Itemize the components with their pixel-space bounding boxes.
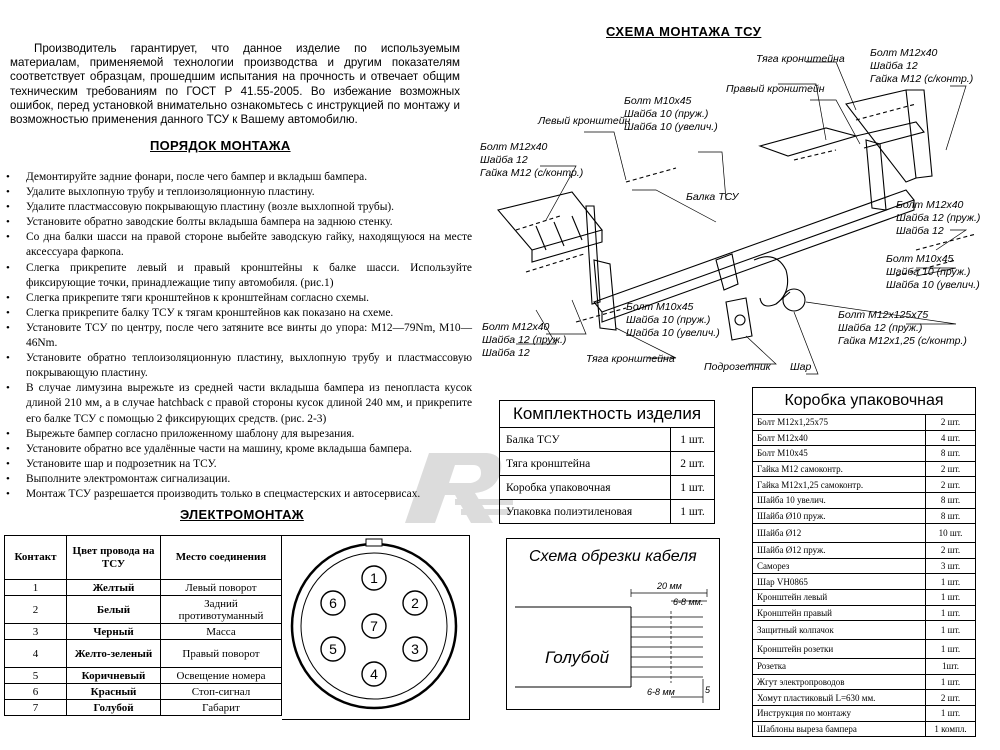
table-row (753, 640, 976, 659)
box-item: Розетка (753, 659, 926, 675)
mounting-step: • Установите обратно все удалённые части на машину, кроме вкладыша бампера. (6, 442, 472, 457)
label-washer10s-right: Шайба 10 (пруж.) (886, 266, 971, 278)
dim-6-8-top: 6-8 мм. (673, 597, 704, 607)
box-qty: 3 шт. (926, 558, 976, 574)
label-nut-m12x125: Гайка М12х1,25 (с/контр.) (838, 335, 967, 347)
pin-number: 1 (5, 580, 67, 596)
box-qty: 8 шт. (926, 446, 976, 462)
pin-label: 1 (370, 570, 378, 586)
box-qty: 10 шт. (926, 524, 976, 543)
mounting-step: • Удалите выхлопную трубу и теплоизоляционную пластину. (6, 185, 472, 200)
label-nut-m12-top: Гайка М12 (с/контр.) (870, 73, 974, 85)
pin-number: 5 (5, 668, 67, 684)
table-row (753, 674, 976, 690)
table-row (500, 500, 715, 524)
dim-20: 20 мм (657, 581, 682, 591)
box-item: Болт М12х40 (753, 430, 926, 446)
table-row (753, 477, 976, 493)
box-qty: 1 компл. (926, 721, 976, 737)
mounting-step: • В случае лимузина вырежьте из средней части вкладыша бампера из пенопласта кусок длиной 210 мм, а в случае hatchback с правой стороны кусок длиной 240 мм, и прикрепите его балке ТСУ с помощью 2 фиксирующих средств. (рис. 2-3) (6, 381, 472, 426)
label-bolt-m12x40-bottom: Болт М12х40 (482, 321, 550, 333)
table-row (753, 461, 976, 477)
box-qty: 4 шт. (926, 430, 976, 446)
box-item: Кронштейн левый (753, 589, 926, 605)
pin-label: 2 (411, 595, 419, 611)
cable-cut-diagram (506, 538, 720, 710)
wire-color: Желто-зеленый (67, 640, 161, 668)
label-beam: Балка ТСУ (686, 191, 739, 203)
wire-color: Белый (67, 596, 161, 624)
box-item: Кронштейн розетки (753, 640, 926, 659)
box-qty: 8 шт. (926, 508, 976, 524)
kit-item: Упаковка полиэтиленовая (500, 500, 671, 524)
table-row (753, 430, 976, 446)
label-bolt-m12x40-top: Болт М12х40 (870, 47, 938, 59)
col-wire-color: Цвет провода на ТСУ (67, 536, 161, 580)
pin-label: 3 (411, 641, 419, 657)
box-item: Инструкция по монтажу (753, 705, 926, 721)
table-row (500, 428, 715, 452)
cable-title: Схема обрезки кабеля (529, 548, 697, 565)
box-item: Саморез (753, 558, 926, 574)
dim-6-8-bottom: 6-8 мм (647, 687, 675, 697)
kit-qty: 1 шт. (671, 428, 715, 452)
mounting-step: • Слегка прикрепите левый и правый кронштейны к балке шасси. Используйте фиксирующие точки, принадлежащие типу автомобиля. (рис.1) (6, 261, 472, 291)
connector-diagram (282, 535, 470, 720)
box-item: Защитный колпачок (753, 621, 926, 640)
wire-color: Черный (67, 624, 161, 640)
table-row (500, 452, 715, 476)
kit-item: Коробка упаковочная (500, 476, 671, 500)
box-qty: 2 шт. (926, 477, 976, 493)
connection: Правый поворот (161, 640, 282, 668)
label-rod-bottom: Тяга кронштейна (586, 353, 675, 365)
box-item: Шаблоны выреза бампера (753, 721, 926, 737)
label-washer10s-bottom: Шайба 10 (пруж.) (626, 314, 711, 326)
mounting-step: • Слегка прикрепите тяги кронштейнов к кронштейнам согласно схемы. (6, 291, 472, 306)
wire-color: Голубой (67, 700, 161, 716)
electrical-title: ЭЛЕКТРОМОНТАЖ (180, 507, 304, 522)
dim-5: 5 (705, 685, 711, 695)
label-bolt-m10x45-bottom: Болт М10х45 (626, 301, 694, 313)
table-row (753, 605, 976, 621)
col-connection: Место соединения (161, 536, 282, 580)
mounting-step: • Монтаж ТСУ разрешается производить только в спецмастерских и автосервисах. (6, 487, 472, 502)
wire-color: Желтый (67, 580, 161, 596)
mounting-step: • Выполните электромонтаж сигнализации. (6, 472, 472, 487)
kit-qty: 2 шт. (671, 452, 715, 476)
box-qty: 1 шт. (926, 589, 976, 605)
table-row (753, 721, 976, 737)
box-qty: 2 шт. (926, 690, 976, 706)
table-row (753, 446, 976, 462)
table-row (753, 690, 976, 706)
table-row (753, 589, 976, 605)
mounting-step: • Со дна балки шасси на правой стороне выбейте заводскую гайку, находящуюся на месте аксессуара фаркопа. (6, 230, 472, 260)
mounting-title: ПОРЯДОК МОНТАЖА (150, 138, 291, 153)
pin-number: 3 (5, 624, 67, 640)
label-washer10w-top: Шайба 10 (увелич.) (624, 121, 718, 133)
box-qty: 1 шт. (926, 640, 976, 659)
connection: Левый поворот (161, 580, 282, 596)
table-row (5, 596, 282, 624)
box-item: Болт М10х45 (753, 446, 926, 462)
watermark-logo (395, 445, 515, 530)
table-row (753, 508, 976, 524)
label-washer12s-bottom: Шайба 12 (пруж.) (482, 334, 567, 346)
table-row (5, 624, 282, 640)
table-row (5, 684, 282, 700)
table-row (5, 700, 282, 716)
table-row (753, 659, 976, 675)
label-washer10s-top: Шайба 10 (пруж.) (624, 108, 709, 120)
box-item: Болт М12х1,25х75 (753, 415, 926, 431)
table-row (5, 640, 282, 668)
label-socket-holder: Подрозетник (704, 361, 771, 373)
kit-item: Балка ТСУ (500, 428, 671, 452)
mounting-step: • Вырежьте бампер согласно приложенному шаблону для вырезания. (6, 427, 472, 442)
cable-svg (507, 539, 719, 709)
box-qty: 1 шт. (926, 674, 976, 690)
kit-item: Тяга кронштейна (500, 452, 671, 476)
intro-paragraph: Производитель гарантирует, что данное изделие по используемым материалам, применяемой технологии производства и другим показателям соответствует образцам, прошедшим испытания на прочность и отвечает общим техническим требованиям по ГОСТ Р 41.55-2005. Во избежание возможных ошибок, перед установкой внимательно ознакомьтесь с инструкцией по монтажу и возможностью применения данного ТСУ к Вашему автомобилю. (10, 42, 460, 127)
wire-color: Красный (67, 684, 161, 700)
label-washer12-right: Шайба 12 (896, 225, 944, 237)
connection: Масса (161, 624, 282, 640)
box-item: Жгут электропроводов (753, 674, 926, 690)
mounting-step: • Демонтируйте задние фонари, после чего бампер и вкладыш бампера. (6, 170, 472, 185)
table-row (753, 492, 976, 508)
wire-label: Голубой (545, 648, 610, 667)
box-qty: 1 шт. (926, 605, 976, 621)
table-row (753, 574, 976, 590)
box-qty: 1шт. (926, 659, 976, 675)
box-item: Гайка М12х1,25 самоконтр. (753, 477, 926, 493)
label-washer10w-right: Шайба 10 (увелич.) (886, 279, 980, 291)
box-qty: 2 шт. (926, 543, 976, 559)
label-bolt-m12x125: Болт М12х125х75 (838, 309, 929, 321)
mounting-step: • Установите ТСУ по центру, после чего затяните все винты до упора: М12—79Nm, М10—46Nm. (6, 321, 472, 351)
table-row (753, 558, 976, 574)
box-qty: 1 шт. (926, 574, 976, 590)
connection: Задний противотуманный (161, 596, 282, 624)
label-washer-12-top: Шайба 12 (870, 60, 918, 72)
label-nut-m12-left: Гайка М12 (с/контр.) (480, 167, 584, 179)
box-item: Шар VH0865 (753, 574, 926, 590)
connection: Габарит (161, 700, 282, 716)
pinout-table (4, 535, 282, 716)
pin-number: 6 (5, 684, 67, 700)
connection: Стоп-сигнал (161, 684, 282, 700)
table-row (5, 580, 282, 596)
table-row (753, 415, 976, 431)
mounting-step: • Установите обратно заводские болты вкладыша бампера на заднюю стенку. (6, 215, 472, 230)
label-bolt-m10x45-top: Болт М10х45 (624, 95, 692, 107)
col-contact: Контакт (5, 536, 67, 580)
box-table (752, 387, 976, 737)
table-row (753, 621, 976, 640)
mounting-step: • Установите шар и подрозетник на ТСУ. (6, 457, 472, 472)
table-row (753, 705, 976, 721)
kit-title: Комплектность изделия (499, 400, 715, 427)
box-qty: 8 шт. (926, 492, 976, 508)
box-qty: 1 шт. (926, 705, 976, 721)
pin-label: 7 (370, 618, 378, 634)
table-row (753, 524, 976, 543)
label-right-bracket: Правый кронштейн (726, 83, 825, 95)
label-rod-top: Тяга кронштейна (756, 53, 845, 65)
label-washer12s-right: Шайба 12 (пруж.) (896, 212, 981, 224)
label-washer12-bottom: Шайба 12 (482, 347, 530, 359)
mounting-scheme-diagram (476, 40, 1000, 380)
box-qty: 1 шт. (926, 621, 976, 640)
label-washer-12-left: Шайба 12 (480, 154, 528, 166)
label-bolt-m12x40-right: Болт М12х40 (896, 199, 964, 211)
mounting-step: • Установите обратно теплоизоляционную пластину, выхлопную трубу и пластмассовую покрывающую пластину. (6, 351, 472, 381)
table-header-row (5, 536, 282, 580)
box-item: Гайка М12 самоконтр. (753, 461, 926, 477)
connector-svg (282, 536, 470, 721)
label-bolt-m12x40-left: Болт М12х40 (480, 141, 548, 153)
box-item: Шайба Ø12 пруж. (753, 543, 926, 559)
table-row (500, 476, 715, 500)
box-qty: 2 шт. (926, 461, 976, 477)
connection: Освещение номера (161, 668, 282, 684)
table-row (753, 543, 976, 559)
label-washer10w-bottom: Шайба 10 (увелич.) (626, 327, 720, 339)
mounting-step: • Удалите пластмассовую покрывающую пластину (возле выхлопной трубы). (6, 200, 472, 215)
box-item: Шайба Ø10 пруж. (753, 508, 926, 524)
pin-number: 4 (5, 640, 67, 668)
box-qty: 2 шт. (926, 415, 976, 431)
label-left-bracket: Левый кронштейн (538, 115, 631, 127)
box-item: Шайба 10 увелич. (753, 492, 926, 508)
pin-label: 6 (329, 595, 337, 611)
kit-qty: 1 шт. (671, 476, 715, 500)
pin-label: 5 (329, 641, 337, 657)
label-ball: Шар (790, 361, 812, 373)
pin-number: 2 (5, 596, 67, 624)
kit-table (499, 400, 715, 524)
wire-color: Коричневый (67, 668, 161, 684)
box-item: Кронштейн правый (753, 605, 926, 621)
kit-qty: 1 шт. (671, 500, 715, 524)
mounting-step: • Слегка прикрепите балку ТСУ к тягам кронштейнов как показано на схеме. (6, 306, 472, 321)
box-item: Шайба Ø12 (753, 524, 926, 543)
pin-number: 7 (5, 700, 67, 716)
label-washer-m12x125: Шайба 12 (пруж.) (838, 322, 923, 334)
box-title: Коробка упаковочная (752, 387, 976, 414)
table-row (5, 668, 282, 684)
box-item: Хомут пластиковый L=630 мм. (753, 690, 926, 706)
label-bolt-m10x45-right: Болт М10х45 (886, 253, 954, 265)
scheme-title: СХЕМА МОНТАЖА ТСУ (606, 24, 762, 39)
pin-label: 4 (370, 666, 378, 682)
